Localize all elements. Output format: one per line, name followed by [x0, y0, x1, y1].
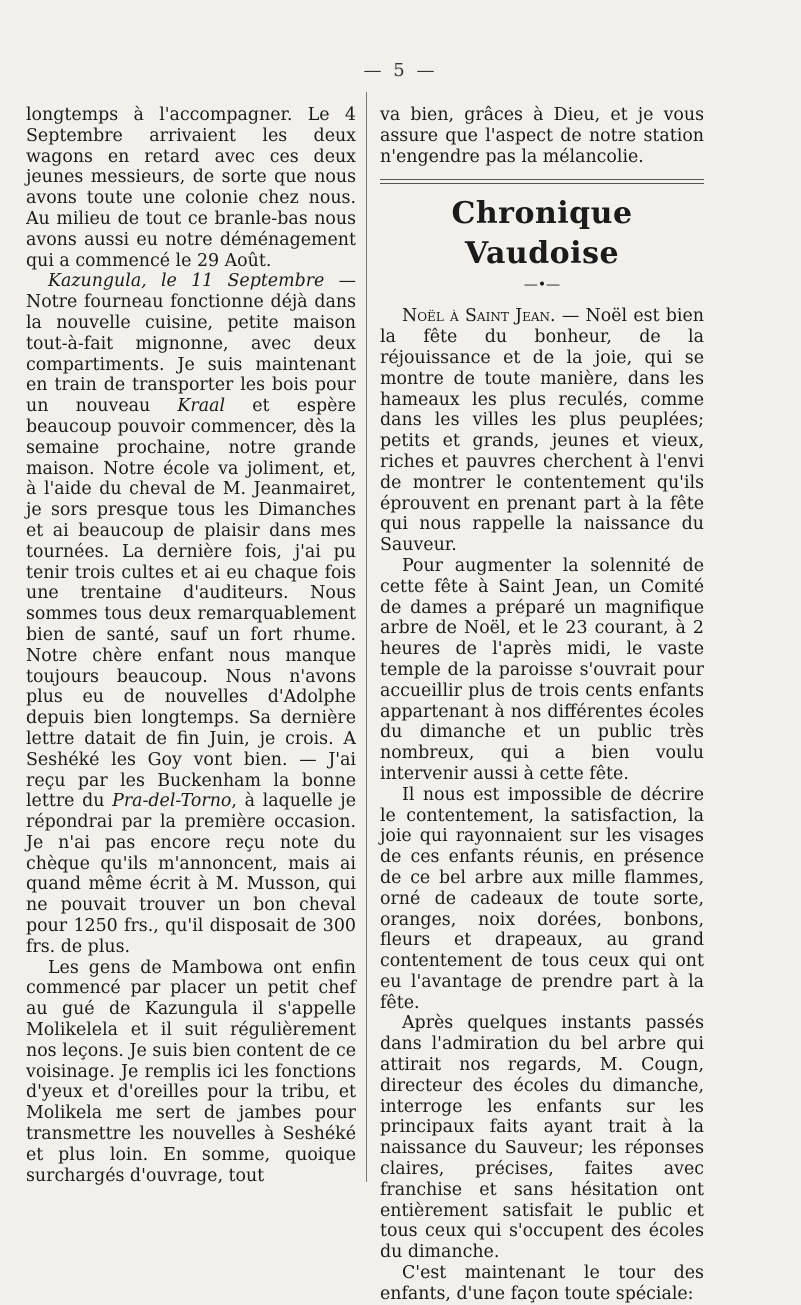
ornament: —•— [523, 277, 561, 294]
paragraph: Pour augmenter la solennité de cette fête à Saint Jean, un Comité de dames a préparé un magnifique arbre de Noël, et le 23 courant, à 2 heures de l'après midi, le vaste temple de la paroisse s'ouvrait pour accueillir plus de trois cents enfants appartenant à nos différentes écoles du dimanche et un public très nombreux, qui a bien voulu intervenir aussi à cette fête. [380, 555, 704, 784]
paragraph-text: et espère beaucoup pouvoir commencer, dès la semaine prochaine, notre grande maison. Notre école va joliment, et, à l'aide du cheval de M. Jeanmairet, je sors presque tous les Dimanches et ai beaucoup de plaisir dans mes tournées. La dernière fois, j'ai pu tenir trois cultes et ai eu chaque fois une trentaine d'auditeurs. Nous sommes tous deux remarquablement bien de santé, sauf un fort rhume. Notre chère enfant nous manque toujours beaucoup. Nous n'avons plus eu de nouvelles d'Adolphe depuis bien longtemps. Sa dernière lettre datait de fin Juin, je crois. A Seshéké les Goy vont bien. — J'ai reçu par les Buckenham la bonne lettre du [26, 396, 356, 812]
column-divider [366, 92, 367, 1182]
section-heading: Chronique Vaudoise [451, 196, 633, 272]
paragraph: longtemps à l'accompagner. Le 4 Septembre arrivaient les deux wagons en retard avec ces deux jeunes messieurs, de sorte que nous avons toute une colonie chez nous. Au milieu de tout ce branle-bas nous avons aussi eu notre déménagement qui a commencé le 29 Août. [26, 105, 356, 271]
paragraph: Il nous est impossible de décrire le contentement, la satisfaction, la joie qui rayonnaient sur les visages de ces enfants réunis, en présence de ce bel arbre aux mille flammes, orné de cadeaux de toute sorte, oranges, noix dorées, bonbons, fleurs et drapeaux, au grand contentement de tous ceux qui ont eu l'avantage de prendre part à la fête. [380, 784, 704, 1013]
emphasis: Kraal [177, 396, 226, 417]
lead-caps: Noël à Saint Jean. [402, 306, 556, 327]
paragraph-text: , à laquelle je répondrai par la première occasion. Je n'ai pas encore reçu note du chèque qu'ils m'annoncent, mais ai quand même écrit à M. Musson, qui ne pouvait trouver un bon cheval pour 1250 frs., qu'il disposait de 300 frs. de plus. [26, 791, 356, 957]
paragraph-text: — Notre fourneau fonctionne déjà dans la nouvelle cuisine, petite maison tout-à-fait mignonne, avec deux compartiments. Je suis maintenant en train de transporter les bois pour un nouveau [26, 271, 356, 417]
page-number: — 5 — [363, 60, 438, 81]
paragraph: va bien, grâces à Dieu, et je vous assure que l'aspect de notre station n'engendre pas la mélancolie. [380, 105, 704, 167]
dateline: Kazungula, le 11 Septembre [48, 271, 325, 292]
emphasis: Pra-del-Torno [112, 791, 232, 812]
paragraph: Les gens de Mambowa ont enfin commencé par placer un petit chef au gué de Kazungula il s'appelle Molikelela et il suit régulièrement nos leçons. Je suis bien content de ce voisinage. Je remplis ici les fonctions d'yeux et d'oreilles pour la tribu, et Molikela me sert de jambes pour transmettre les nouvelles à Seshéké et plus loin. En somme, quoique surchargés d'ouvrage, tout [26, 957, 356, 1186]
section-rule [380, 179, 704, 184]
paragraph [380, 306, 704, 556]
right-column [380, 105, 704, 1305]
paragraph: C'est maintenant le tour des enfants, d'une façon toute spéciale: [380, 1263, 704, 1304]
paragraph-text: — Noël est bien la fête du bonheur, de la réjouissance et de la joie, qui se montre de toute manière, dans les hameaux les plus reculés, comme dans les villes les plus peuplées; petits et grands, jeunes et vieux, riches et pauvres cherchent à l'envi de montrer le contentement qu'ils éprouvent en prenant part à la fête qui nous rappelle la naissance du Sauveur. [380, 306, 704, 556]
dated-paragraph [26, 271, 356, 957]
left-column [26, 105, 356, 1186]
paragraph: Après quelques instants passés dans l'admiration du bel arbre qui attirait nos regards, M. Cougn, directeur des écoles du dimanche, interroge les enfants sur les principaux faits ayant trait à la naissance du Sauveur; les réponses claires, précises, faites avec franchise et sans hésitation ont entièrement satisfait le public et tous ceux qui s'occupent des écoles du dimanche. [380, 1013, 704, 1263]
